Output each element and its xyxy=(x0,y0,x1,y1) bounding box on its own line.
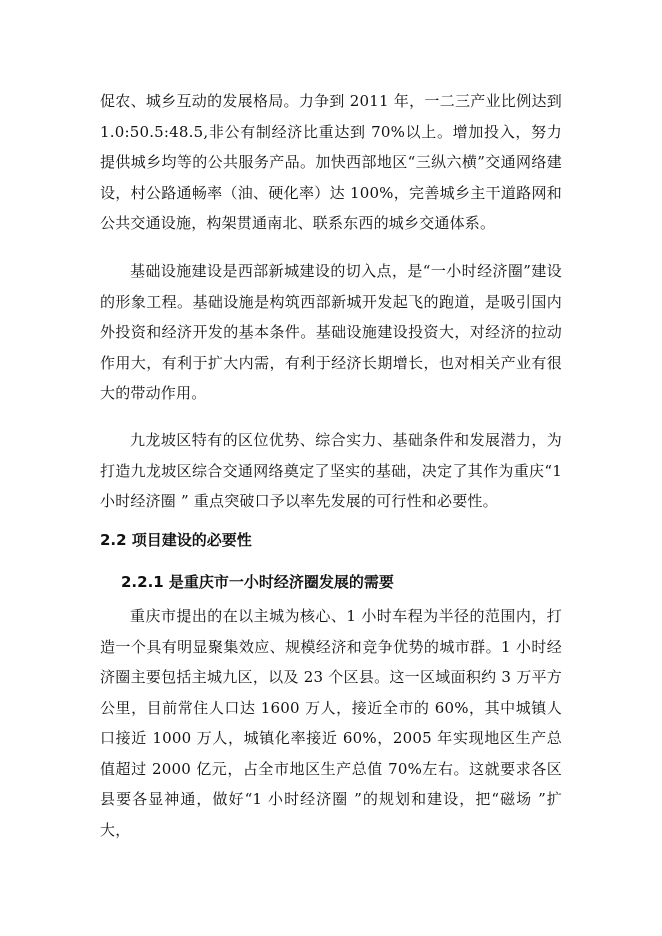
paragraph-infrastructure: 基础设施建设是西部新城建设的切入点，是“一小时经济圈”建设的形象工程。基础设施是构筑西部新城开发起飞的跑道，是吸引国内外投资和经济开发的基本条件。基础设施建设投资大，对经济的拉动作用大，有利于扩大内需，有利于经济长期增长，也对相关产业有很大的带动作用。 xyxy=(100,262,562,402)
section-heading-2-2-1: 2.2.1 是重庆市一小时经济圈发展的需要 xyxy=(121,573,394,591)
paragraph-development-pattern: 促农、城乡互动的发展格局。力争到 2011 年，一二三产业比例达到 1.0:50.5:48.5,非公有制经济比重达到 70%以上。增加投入，努力提供城乡均等的公共服务产品。加快西部地区“三纵六横”交通网络建设，村公路通畅率（油、硬化率）达 100%，完善城乡主干道路网和公共交通设施，构架贯通南北、联系东西的城乡交通体系。 xyxy=(100,92,562,232)
paragraph-jiulongpo-advantages: 九龙坡区特有的区位优势、综合实力、基础条件和发展潜力，为打造九龙坡区综合交通网络奠定了坚实的基础，决定了其作为重庆“1 小时经济圈 ” 重点突破口予以率先发展的可行性和必要性。 xyxy=(100,431,562,510)
section-heading-2-2: 2.2 项目建设的必要性 xyxy=(100,531,252,549)
paragraph-one-hour-economic-circle: 重庆市提出的在以主城为核心、1 小时车程为半径的范围内，打造一个具有明显聚集效应、规模经济和竞争优势的城市群。1 小时经济圈主要包括主城九区，以及 23 个区县。这一区域面积约 3 万平方公里，目前常住人口达 1600 万人，接近全市的 60%，其中城镇人口接近 1000 万人，城镇化率接近 60%，2005 年实现地区生产总值超过 2000 亿元，占全市地区生产总值 70%左右。这就要求各区县要各显神通，做好“1 小时经济圈 ”的规划和建设，把“磁场 ”扩大， xyxy=(100,607,562,839)
